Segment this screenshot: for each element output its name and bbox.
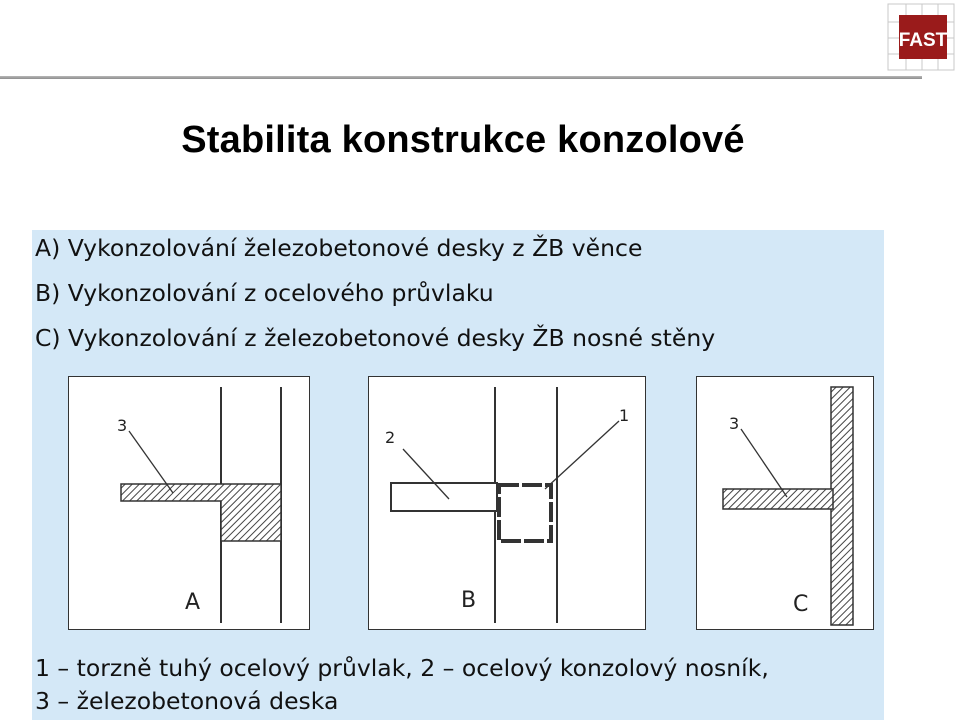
callout-label-3: 3 [117,416,128,435]
callout-label-1: 1 [619,406,630,425]
diagram-c [696,376,874,630]
callout-leader-3 [741,429,787,497]
slab-section-a [121,484,281,541]
legend-line-1: 1 – torzně tuhý ocelový průvlak, 2 – ocelový konzolový nosník, [35,654,769,682]
diagram-letter-b: B [461,588,477,613]
callout-label-2: 2 [385,428,396,447]
diagram-letter-a: A [185,590,201,615]
slide-title: Stabilita konstrukce konzolové [181,119,745,161]
logo-text: FAST [898,30,948,51]
diagram-b [368,376,646,630]
callout-label-3: 3 [729,414,740,433]
fast-logo [886,2,956,72]
cantilever-beam [391,483,497,511]
header-divider [0,76,922,79]
figure-line-c: C) Vykonzolování z železobetonové desky ŽB nosné stěny [35,324,716,352]
diagram-a [68,376,310,630]
torsion-beam [499,485,551,541]
bearing-wall [831,387,853,625]
figure-line-a: A) Vykonzolování železobetonové desky z ŽB věnce [35,234,643,262]
slab-section-c [723,489,833,509]
figure-line-b: B) Vykonzolování z ocelového průvlaku [35,279,494,307]
legend-line-2: 3 – železobetonová deska [35,687,339,715]
figure-panel [32,230,884,720]
diagram-letter-c: C [793,592,809,617]
